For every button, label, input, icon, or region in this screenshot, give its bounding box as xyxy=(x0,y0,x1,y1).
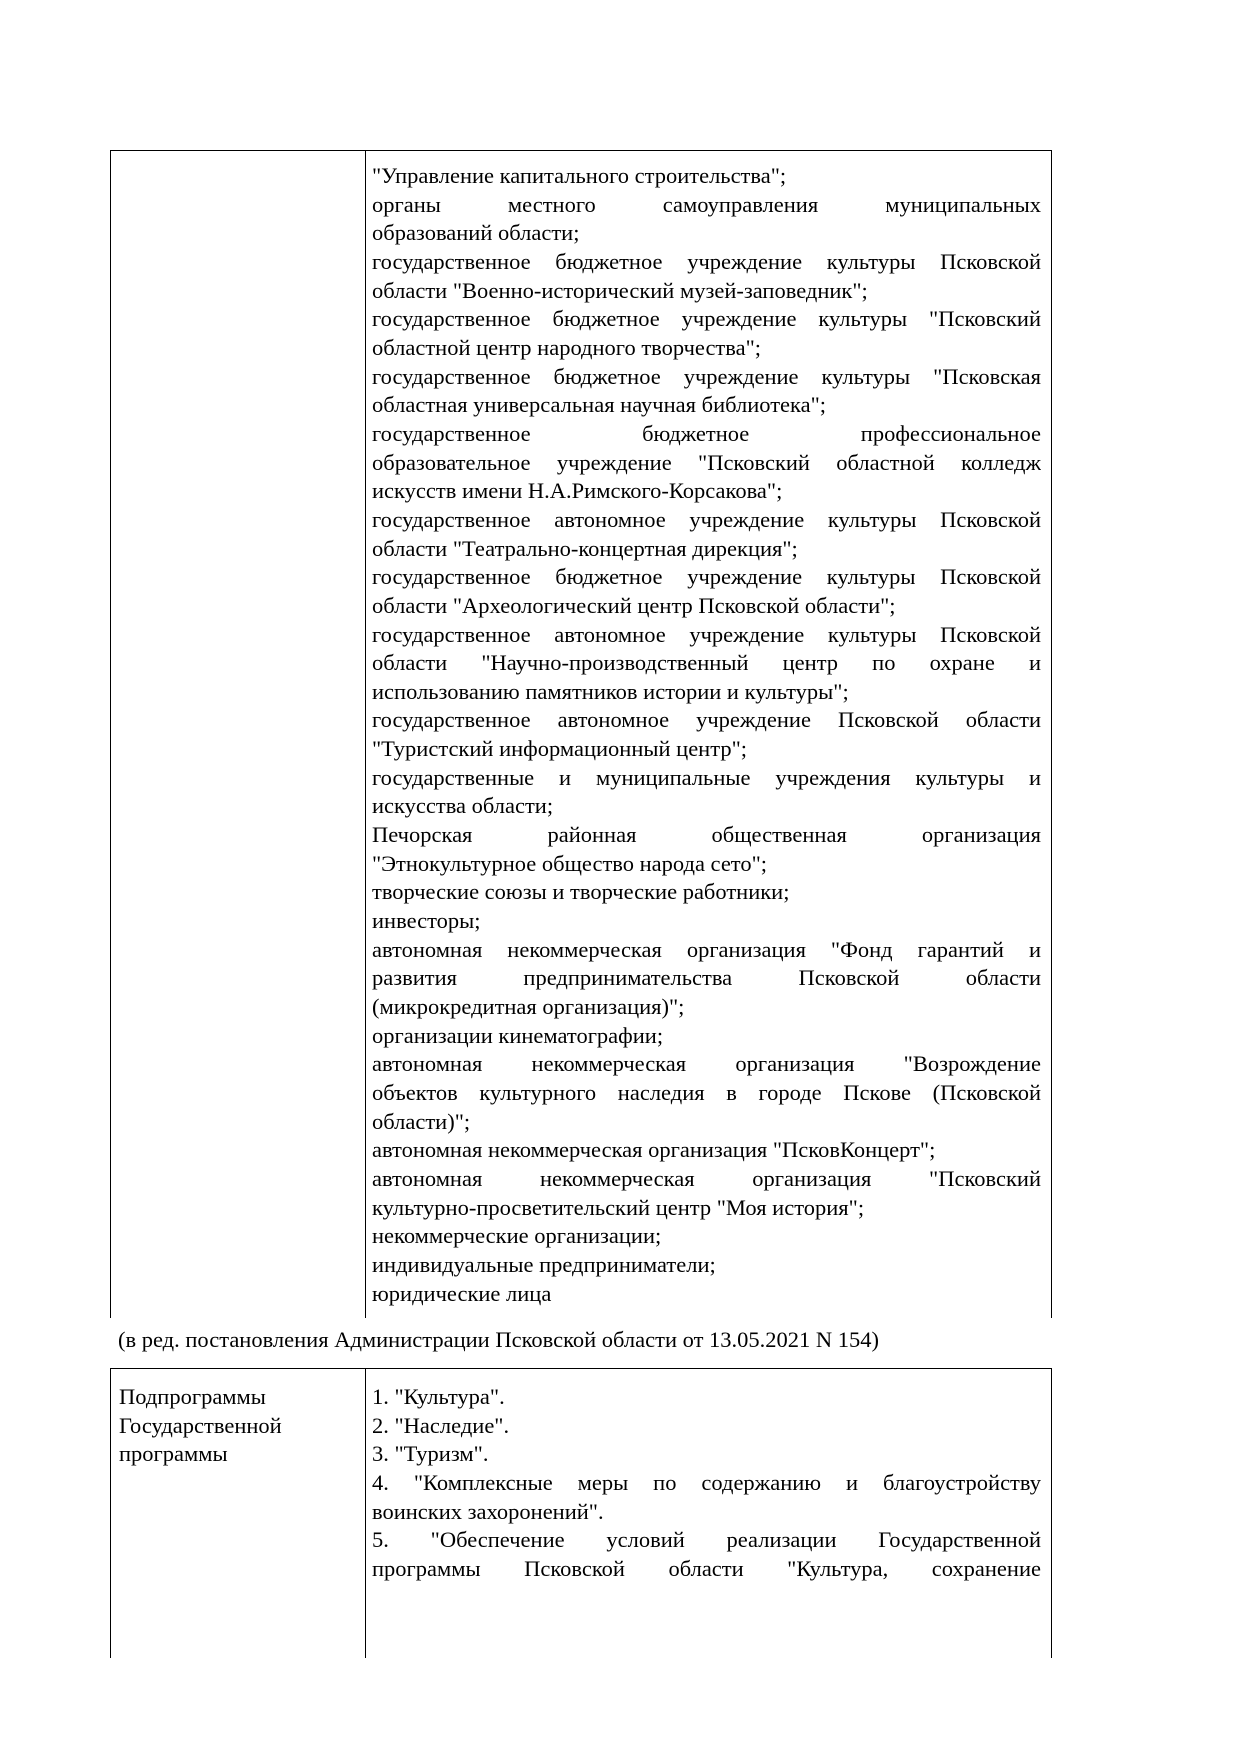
text-line: организации кинематографии; xyxy=(372,1022,664,1048)
text-line: развития предпринимательства Псковской области xyxy=(372,965,1041,991)
text-line: культурно-просветительский центр "Моя история"; xyxy=(372,1194,865,1220)
text-line: органы местного самоуправления муниципальных xyxy=(372,191,1041,217)
column-divider xyxy=(365,1369,366,1658)
text-line: государственное автономное учреждение Псковской области xyxy=(372,707,1041,733)
text-line: государственные и муниципальные учреждения культуры и xyxy=(372,764,1041,790)
amendment-note: (в ред. постановления Администрации Псковской области от 13.05.2021 N 154) xyxy=(118,1327,880,1352)
text-line: 1. "Культура". xyxy=(372,1384,505,1409)
text-line: образований области; xyxy=(372,220,580,246)
text-line: области "Театрально-концертная дирекция"; xyxy=(372,535,798,561)
text-line: автономная некоммерческая организация "Псковский xyxy=(372,1165,1041,1191)
text-line: 2. "Наследие". xyxy=(372,1412,510,1438)
text-line: образовательное учреждение "Псковский областной колледж xyxy=(372,449,1041,475)
text-line: "Управление капитального строительства"; xyxy=(372,163,787,188)
text-line: инвесторы; xyxy=(372,908,481,934)
text-line: 4. "Комплексные меры по содержанию и благоустройству xyxy=(372,1469,1041,1495)
text-line: автономная некоммерческая организация "Возрождение xyxy=(372,1051,1041,1077)
text-line: программы Псковской области "Культура, сохранение xyxy=(372,1555,1041,1581)
column-divider xyxy=(365,151,366,1318)
text-line: объектов культурного наследия в городе Пскове (Псковской xyxy=(372,1080,1041,1105)
text-line: государственное бюджетное учреждение культуры Псковской xyxy=(372,248,1041,274)
text-line: областная универсальная научная библиотека"; xyxy=(372,392,827,418)
text-line: области)"; xyxy=(372,1108,471,1134)
text-line: индивидуальные предприниматели; xyxy=(372,1251,716,1277)
text-line: автономная некоммерческая организация "Фонд гарантий и xyxy=(372,936,1041,962)
table-row-subprograms xyxy=(110,1368,1052,1658)
text-line: областной центр народного творчества"; xyxy=(372,334,762,360)
text-line: государственное бюджетное учреждение культуры Псковской xyxy=(372,564,1041,590)
text-line: юридические лица xyxy=(372,1280,552,1306)
label-line: Государственной xyxy=(119,1412,282,1438)
subprograms-label-cell xyxy=(119,1383,359,1469)
text-line: Печорская районная общественная организация xyxy=(372,822,1041,848)
subprograms-list-cell xyxy=(372,1383,1041,1584)
text-line: некоммерческие организации; xyxy=(372,1223,662,1249)
text-line: государственное автономное учреждение культуры Псковской xyxy=(372,506,1041,532)
text-line: автономная некоммерческая организация "ПсковКонцерт"; xyxy=(372,1137,936,1163)
text-line: области "Археологический центр Псковской области"; xyxy=(372,592,896,618)
text-line: творческие союзы и творческие работники; xyxy=(372,879,790,905)
text-line: искусств имени Н.А.Римского-Корсакова"; xyxy=(372,478,783,504)
text-line: области "Военно-исторический музей-заповедник"; xyxy=(372,277,868,303)
table-row-participants xyxy=(110,150,1052,1318)
participants-cell xyxy=(372,162,1041,1308)
text-line: использованию памятников истории и культуры"; xyxy=(372,678,849,704)
text-line: государственное бюджетное учреждение культуры "Псковский xyxy=(372,306,1041,332)
text-line: государственное автономное учреждение культуры Псковской xyxy=(372,621,1041,647)
text-line: "Туристский информационный центр"; xyxy=(372,736,748,762)
text-line: (микрокредитная организация)"; xyxy=(372,994,685,1020)
text-line: 3. "Туризм". xyxy=(372,1441,489,1467)
label-line: программы xyxy=(119,1441,228,1467)
text-line: государственное бюджетное профессиональное xyxy=(372,420,1041,446)
text-line: искусства области; xyxy=(372,793,554,819)
text-line: 5. "Обеспечение условий реализации Государственной xyxy=(372,1527,1041,1553)
text-line: "Этнокультурное общество народа сето"; xyxy=(372,850,768,876)
text-line: области "Научно-производственный центр по охране и xyxy=(372,650,1041,676)
label-line: Подпрограммы xyxy=(119,1384,266,1409)
text-line: государственное бюджетное учреждение культуры "Псковская xyxy=(372,363,1041,389)
text-line: воинских захоронений". xyxy=(372,1498,604,1524)
